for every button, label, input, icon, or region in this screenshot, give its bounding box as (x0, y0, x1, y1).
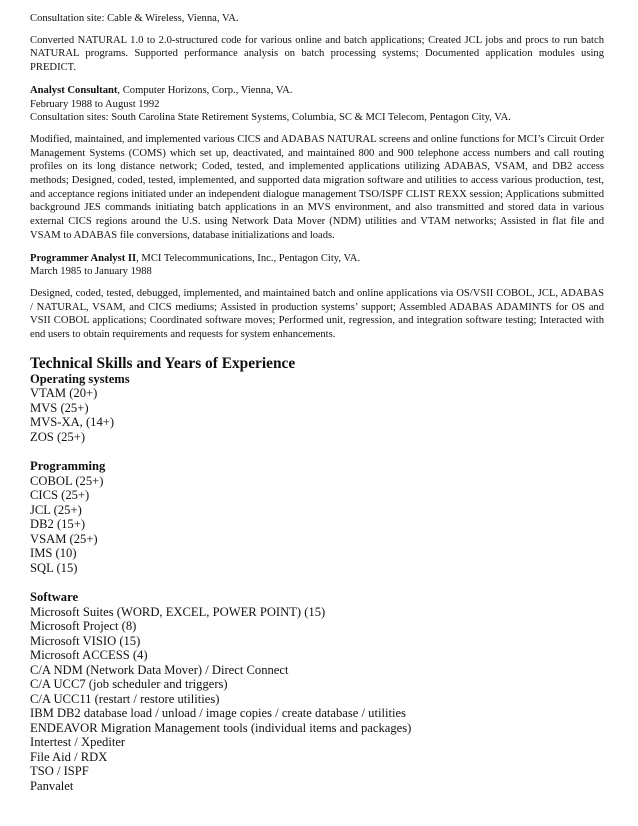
skill-item: Intertest / Xpediter (30, 735, 126, 750)
skill-item: C/A UCC7 (job scheduler and triggers) (30, 677, 228, 692)
job-heading (30, 84, 604, 98)
skill-item: Microsoft Project (8) (30, 619, 137, 634)
skill-item: IBM DB2 database load / unload / image copies / create database / utilities (30, 706, 406, 721)
job-entry (30, 84, 604, 243)
job-company: , MCI Telecommunications, Inc., Pentagon City, VA. (136, 252, 361, 264)
category-heading: Programming (30, 459, 106, 474)
job-heading (30, 252, 604, 266)
skills-title: Technical Skills and Years of Experience (30, 354, 296, 372)
job-title: Programmer Analyst II (30, 252, 137, 264)
skills-category (30, 372, 604, 445)
skill-item: JCL (25+) (30, 502, 82, 517)
skill-item: Panvalet (30, 778, 74, 793)
skill-item: MVS-XA, (14+) (30, 415, 115, 430)
skill-item: ZOS (25+) (30, 429, 86, 444)
skills-category (30, 590, 604, 793)
job-company: , Computer Horizons, Corp., Vienna, VA. (117, 84, 293, 96)
job-description: Modified, maintained, and implemented various CICS and ADABAS NATURAL screens and online functions for MCI’s Circuit Order Management Systems (COMS) which set up, deactivated, and maintained 800 and 900 telephone access numbers and call routing profiles on its long distance network; Coded, tested, and implemented applications utilizing ADABAS, VSAM, and DB2 access methods; Designed, coded, tested, implemented, and supported data migration software and utilities to access various production, test, and acceptance regions initiated under an independent dialogue management TSO/ISPF CLIST REXX session; Applications submitted background JES commands initiating batch applications in an MVS environment, and also transmitted and stored data in various external CICS regions around the U.S. using Network Data Mover (NDM) utilities and VTAM networks; Assisted in flat file and VSAM to ADABAS file conversions, database initializations and loads. (30, 133, 604, 241)
job-sites: Consultation sites: South Carolina State Retirement Systems, Columbia, SC & MCI Telecom, Pentagon City, VA. (30, 112, 511, 124)
skill-item: VSAM (25+) (30, 531, 98, 546)
skill-item: COBOL (25+) (30, 473, 104, 488)
job-entry (30, 252, 604, 342)
skill-item: VTAM (20+) (30, 386, 98, 401)
skill-item: Microsoft VISIO (15) (30, 633, 141, 648)
job-title: Analyst Consultant (30, 84, 118, 96)
skill-item: CICS (25+) (30, 488, 90, 503)
skill-item: File Aid / RDX (30, 749, 108, 764)
skill-item: DB2 (15+) (30, 517, 86, 532)
skills-category (30, 459, 604, 575)
skill-item: IMS (10) (30, 546, 77, 561)
skill-item: SQL (15) (30, 560, 78, 575)
skill-item: C/A UCC11 (restart / restore utilities) (30, 691, 220, 706)
category-heading: Software (30, 590, 79, 605)
intro-paragraph: Converted NATURAL 1.0 to 2.0-structured code for various online and batch applications; Created JCL jobs and procs to run batch NATURAL programs. Supported performance analysis on batch processing systems; Documented application modules using PREDICT. (30, 34, 604, 74)
skill-item: MVS (25+) (30, 400, 89, 415)
skill-item: Microsoft Suites (WORD, EXCEL, POWER POINT) (15) (30, 604, 326, 619)
job-dates: February 1988 to August 1992 (30, 98, 160, 110)
skill-item: C/A NDM (Network Data Mover) / Direct Connect (30, 662, 289, 677)
resume-page (30, 12, 604, 793)
job-description: Designed, coded, tested, debugged, implemented, and maintained batch and online applications via OS/VSII COBOL, JCL, ADABAS / NATURAL, VSAM, and CICS mediums; Assisted in production systems’ support; Assembled ADABAS ADAMINTS for OS and VSII COBOL applications; Coordinated software moves; Performed unit, regression, and integration software testing; Interacted with end users to obtain requirements and requests for system enhancements. (30, 287, 604, 341)
skill-item: Microsoft ACCESS (4) (30, 648, 148, 663)
skill-item: TSO / ISPF (30, 764, 89, 779)
intro-section (30, 12, 604, 75)
consultation-site: Consultation site: Cable & Wireless, Vienna, VA. (30, 13, 239, 24)
skill-item: ENDEAVOR Migration Management tools (individual items and packages) (30, 720, 412, 735)
category-heading: Operating systems (30, 371, 130, 386)
job-dates: March 1985 to January 1988 (30, 266, 152, 278)
